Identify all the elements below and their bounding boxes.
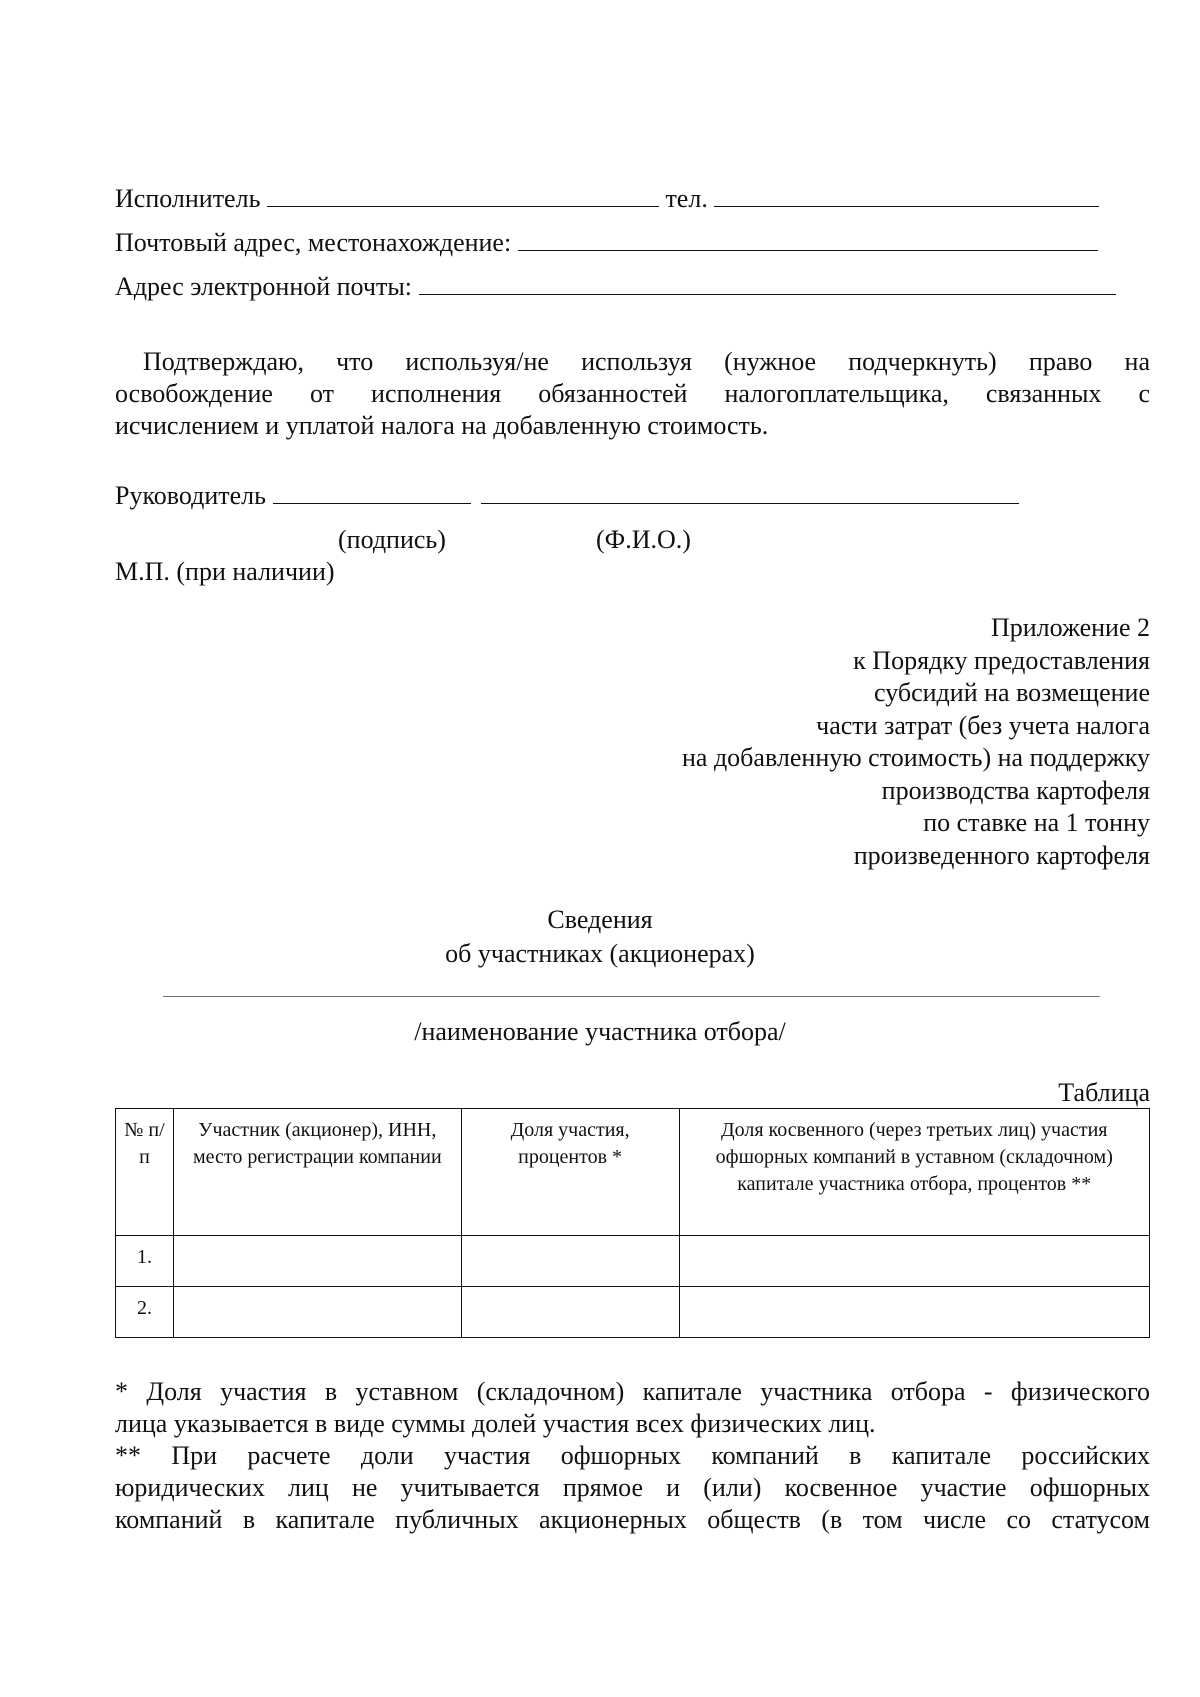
appendix-header bbox=[682, 612, 1150, 872]
table-label: Таблица bbox=[1058, 1078, 1150, 1107]
appendix-line: части затрат (без учета налога bbox=[816, 710, 1150, 740]
footnote-2 bbox=[115, 1440, 1150, 1536]
header-number: № п/п bbox=[116, 1109, 174, 1236]
table-row bbox=[116, 1287, 1150, 1338]
appendix-line: произведенного картофеля bbox=[853, 840, 1150, 870]
header-share: Доля участия, процентов * bbox=[461, 1109, 679, 1236]
signature-blank bbox=[273, 477, 471, 504]
header-offshore-share: Доля косвенного (через третьих лиц) участия офшорных компаний в уставном (складочном) капитале участника отбора, процентов ** bbox=[679, 1109, 1150, 1236]
confirmation-line-3: исчислением и уплатой налога на добавленную стоимость. bbox=[115, 411, 769, 440]
email-label: Адрес электронной почты: bbox=[115, 272, 413, 301]
participant-name-underline bbox=[163, 996, 1100, 997]
signature-caption: (подпись) bbox=[338, 525, 446, 554]
footnote-1-line-1: * Доля участия в уставном (складочном) капитале участника отбора - физического bbox=[115, 1377, 1150, 1406]
address-blank bbox=[518, 224, 1098, 251]
executor-blank bbox=[267, 180, 659, 207]
header-participant: Участник (акционер), ИНН, место регистрации компании bbox=[173, 1109, 461, 1236]
address-label: Почтовый адрес, местонахождение: bbox=[115, 228, 512, 257]
appendix-line: Приложение 2 bbox=[990, 613, 1150, 642]
name-caption: (Ф.И.О.) bbox=[596, 525, 691, 554]
document-title: Сведения bbox=[547, 905, 653, 934]
participant-cell[interactable] bbox=[173, 1236, 461, 1287]
executor-line bbox=[115, 180, 1099, 215]
name-blank bbox=[481, 477, 1019, 504]
row-number: 2. bbox=[116, 1287, 174, 1338]
footnote-1-line-2: лица указывается в виде суммы долей участия всех физических лиц. bbox=[115, 1409, 876, 1438]
footnote-2-line-3: компаний в капитале публичных акционерных обществ (в том числе со статусом bbox=[115, 1505, 1150, 1534]
address-line bbox=[115, 224, 1098, 259]
footnote-1 bbox=[115, 1376, 1150, 1440]
email-line bbox=[115, 268, 1116, 303]
appendix-line: к Порядку предоставления bbox=[853, 645, 1150, 675]
confirmation-line-1: Подтверждаю, что используя/не используя (нужное подчеркнуть) право на bbox=[143, 347, 1150, 376]
participants-table bbox=[115, 1108, 1150, 1338]
participant-cell[interactable] bbox=[173, 1287, 461, 1338]
document-subtitle: об участниках (акционерах) bbox=[445, 939, 755, 968]
executor-label: Исполнитель bbox=[115, 184, 261, 213]
table-row bbox=[116, 1236, 1150, 1287]
head-signature-line bbox=[115, 477, 1019, 512]
share-cell[interactable] bbox=[461, 1287, 679, 1338]
participant-name-caption: /наименование участника отбора/ bbox=[414, 1017, 786, 1046]
phone-label: тел. bbox=[665, 184, 708, 213]
table-header-row bbox=[116, 1109, 1150, 1236]
footnote-2-line-1: ** При расчете доли участия офшорных компаний в капитале российских bbox=[115, 1441, 1150, 1470]
appendix-line: субсидий на возмещение bbox=[874, 678, 1150, 707]
phone-blank bbox=[714, 180, 1099, 207]
appendix-line: производства картофеля bbox=[881, 775, 1150, 805]
confirmation-line-2: освобождение от исполнения обязанностей налогоплательщика, связанных с bbox=[115, 379, 1150, 408]
row-number: 1. bbox=[116, 1236, 174, 1287]
footnote-2-line-2: юридических лиц не учитывается прямое и (или) косвенное участие офшорных bbox=[115, 1473, 1150, 1502]
appendix-line: по ставке на 1 тонну bbox=[923, 808, 1150, 837]
offshore-cell[interactable] bbox=[679, 1287, 1150, 1338]
share-cell[interactable] bbox=[461, 1236, 679, 1287]
head-label: Руководитель bbox=[115, 481, 266, 510]
offshore-cell[interactable] bbox=[679, 1236, 1150, 1287]
stamp-label: М.П. (при наличии) bbox=[115, 557, 335, 586]
email-blank bbox=[419, 268, 1116, 295]
appendix-line: на добавленную стоимость) на поддержку bbox=[682, 743, 1150, 772]
